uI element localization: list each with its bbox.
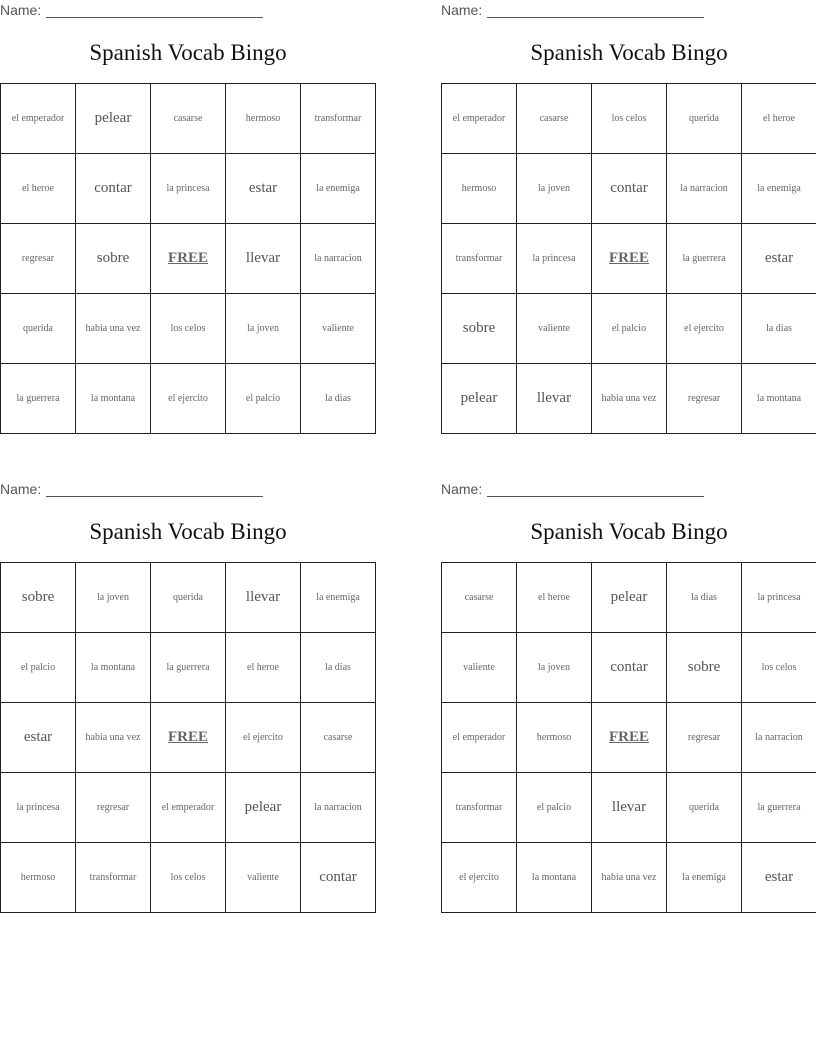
grid-row — [1, 633, 376, 703]
grid-row — [1, 773, 376, 843]
grid-row — [442, 773, 816, 843]
bingo-cell: el emperador — [151, 773, 226, 843]
grid-row — [442, 703, 816, 773]
grid-row — [442, 224, 816, 294]
bingo-cell: querida — [1, 294, 76, 364]
free-space: FREE — [592, 224, 667, 294]
bingo-cell: hermoso — [1, 843, 76, 913]
bingo-cell: valiente — [442, 633, 517, 703]
free-space: FREE — [151, 224, 226, 294]
bingo-cell: la montana — [76, 633, 151, 703]
bingo-grid — [441, 562, 816, 913]
grid-row — [442, 364, 816, 434]
bingo-cell: estar — [742, 843, 816, 913]
grid-row — [1, 154, 376, 224]
bingo-cell: pelear — [76, 84, 151, 154]
bingo-cell: estar — [226, 154, 301, 224]
bingo-cell: los celos — [151, 294, 226, 364]
bingo-cell: contar — [592, 154, 667, 224]
name-label: Name: — [0, 481, 42, 497]
bingo-cell: la montana — [517, 843, 592, 913]
bingo-cell: la montana — [76, 364, 151, 434]
grid-row — [1, 703, 376, 773]
bingo-cell: valiente — [517, 294, 592, 364]
bingo-cell: llevar — [592, 773, 667, 843]
bingo-cell: valiente — [226, 843, 301, 913]
bingo-cell: el heroe — [1, 154, 76, 224]
bingo-cell: estar — [742, 224, 816, 294]
bingo-cell: los celos — [742, 633, 816, 703]
bingo-cell: la joven — [517, 154, 592, 224]
bingo-cell: casarse — [151, 84, 226, 154]
bingo-cell: la dias — [742, 294, 816, 364]
bingo-cell: los celos — [592, 84, 667, 154]
grid-row — [442, 563, 816, 633]
bingo-cell: sobre — [1, 563, 76, 633]
bingo-cell: los celos — [151, 843, 226, 913]
bingo-cell: el palcio — [1, 633, 76, 703]
bingo-cell: llevar — [517, 364, 592, 434]
bingo-cell: casarse — [517, 84, 592, 154]
bingo-cell: la guerrera — [667, 224, 742, 294]
bingo-cell: la princesa — [1, 773, 76, 843]
bingo-cell: querida — [151, 563, 226, 633]
bingo-card-2 — [441, 0, 816, 440]
grid-row — [442, 843, 816, 913]
bingo-cell: el emperador — [442, 84, 517, 154]
bingo-cell: habia una vez — [76, 703, 151, 773]
bingo-cell: hermoso — [517, 703, 592, 773]
card-title: Spanish Vocab Bingo — [530, 519, 728, 544]
bingo-cell: contar — [76, 154, 151, 224]
bingo-cell: casarse — [301, 703, 376, 773]
bingo-cell: el heroe — [742, 84, 816, 154]
bingo-cell: casarse — [442, 563, 517, 633]
grid-row — [442, 294, 816, 364]
card-title: Spanish Vocab Bingo — [89, 519, 287, 544]
bingo-cell: el emperador — [1, 84, 76, 154]
bingo-cell: pelear — [442, 364, 517, 434]
bingo-cell: habia una vez — [592, 364, 667, 434]
bingo-card-1 — [0, 0, 376, 440]
bingo-cell: pelear — [226, 773, 301, 843]
bingo-cell: regresar — [76, 773, 151, 843]
bingo-cell: regresar — [667, 703, 742, 773]
bingo-cell: el emperador — [442, 703, 517, 773]
bingo-cell: la narracion — [742, 703, 816, 773]
name-underline — [487, 2, 704, 18]
bingo-cell: habia una vez — [592, 843, 667, 913]
bingo-grid — [441, 83, 816, 434]
bingo-cell: habia una vez — [76, 294, 151, 364]
bingo-cell: querida — [667, 773, 742, 843]
bingo-cell: la princesa — [742, 563, 816, 633]
bingo-cell: sobre — [442, 294, 517, 364]
bingo-cell: el heroe — [517, 563, 592, 633]
bingo-cell: la enemiga — [301, 154, 376, 224]
bingo-cell: la narracion — [667, 154, 742, 224]
bingo-card-3 — [0, 479, 376, 919]
bingo-cell: regresar — [1, 224, 76, 294]
bingo-cell: transformar — [442, 224, 517, 294]
grid-row — [1, 563, 376, 633]
bingo-cell: sobre — [76, 224, 151, 294]
bingo-cell: la narracion — [301, 224, 376, 294]
grid-row — [1, 224, 376, 294]
name-underline — [46, 2, 263, 18]
grid-row — [1, 364, 376, 434]
bingo-cell: el ejercito — [151, 364, 226, 434]
bingo-cell: contar — [301, 843, 376, 913]
bingo-cell: la enemiga — [667, 843, 742, 913]
free-space: FREE — [151, 703, 226, 773]
name-label: Name: — [441, 2, 483, 18]
free-space: FREE — [592, 703, 667, 773]
grid-row — [442, 84, 816, 154]
name-underline — [46, 481, 263, 497]
bingo-cell: la princesa — [517, 224, 592, 294]
bingo-cell: el palcio — [592, 294, 667, 364]
bingo-cell: la guerrera — [1, 364, 76, 434]
bingo-cell: la joven — [226, 294, 301, 364]
bingo-cell: el palcio — [517, 773, 592, 843]
name-underline — [487, 481, 704, 497]
bingo-cell: la enemiga — [301, 563, 376, 633]
bingo-cell: pelear — [592, 563, 667, 633]
name-field — [441, 2, 705, 20]
grid-row — [1, 843, 376, 913]
bingo-cell: el ejercito — [226, 703, 301, 773]
grid-row — [442, 154, 816, 224]
bingo-cell: la joven — [517, 633, 592, 703]
card-title: Spanish Vocab Bingo — [530, 40, 728, 65]
bingo-cell: la dias — [667, 563, 742, 633]
grid-row — [442, 633, 816, 703]
card-title: Spanish Vocab Bingo — [89, 40, 287, 65]
bingo-cell: la narracion — [301, 773, 376, 843]
bingo-cell: la dias — [301, 364, 376, 434]
bingo-cell: estar — [1, 703, 76, 773]
bingo-cell: la guerrera — [151, 633, 226, 703]
bingo-cell: el ejercito — [667, 294, 742, 364]
grid-row — [1, 84, 376, 154]
bingo-cell: la princesa — [151, 154, 226, 224]
bingo-cell: la enemiga — [742, 154, 816, 224]
bingo-cell: llevar — [226, 563, 301, 633]
bingo-cell: transformar — [442, 773, 517, 843]
bingo-cell: valiente — [301, 294, 376, 364]
grid-row — [1, 294, 376, 364]
bingo-cell: hermoso — [226, 84, 301, 154]
bingo-grid — [0, 562, 376, 913]
bingo-cell: el heroe — [226, 633, 301, 703]
name-label: Name: — [0, 2, 42, 18]
name-field — [441, 481, 705, 499]
bingo-cell: la guerrera — [742, 773, 816, 843]
bingo-cell: regresar — [667, 364, 742, 434]
name-field — [0, 2, 264, 20]
bingo-cell: contar — [592, 633, 667, 703]
bingo-cell: transformar — [301, 84, 376, 154]
bingo-cell: sobre — [667, 633, 742, 703]
bingo-cell: hermoso — [442, 154, 517, 224]
bingo-cell: el ejercito — [442, 843, 517, 913]
bingo-cell: el palcio — [226, 364, 301, 434]
bingo-cell: la joven — [76, 563, 151, 633]
bingo-cell: la montana — [742, 364, 816, 434]
name-field — [0, 481, 264, 499]
bingo-card-4 — [441, 479, 816, 919]
bingo-cell: transformar — [76, 843, 151, 913]
bingo-cell: querida — [667, 84, 742, 154]
bingo-grid — [0, 83, 376, 434]
bingo-cell: la dias — [301, 633, 376, 703]
name-label: Name: — [441, 481, 483, 497]
bingo-cell: llevar — [226, 224, 301, 294]
